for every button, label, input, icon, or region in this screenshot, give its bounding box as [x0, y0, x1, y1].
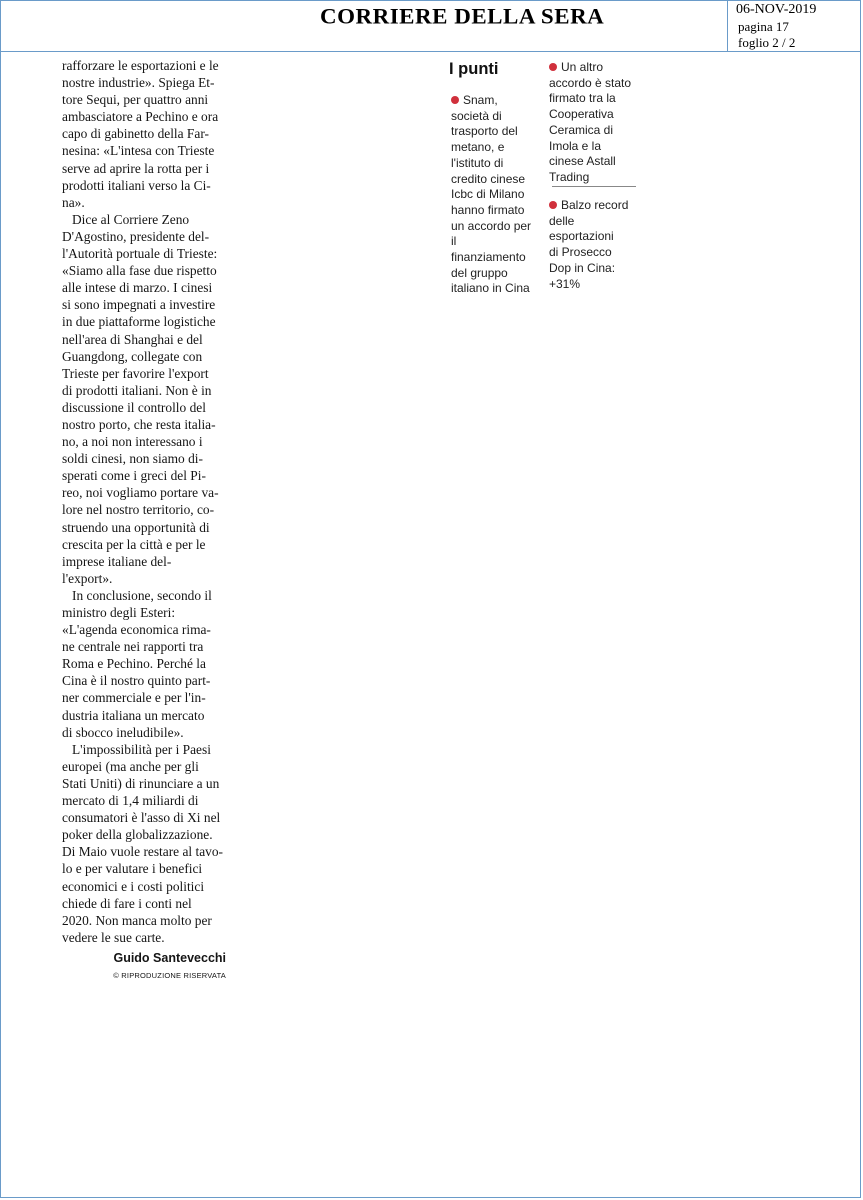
article-line: reo, noi vogliamo portare va- — [62, 485, 219, 501]
article-line: serve ad aprire la rotta per i — [62, 160, 210, 176]
article-line: «Siamo alla fase due rispetto — [62, 263, 217, 279]
article-line: Di Maio vuole restare al tavo- — [62, 844, 224, 860]
article-line: nostro porto, che resta italia- — [62, 416, 216, 432]
article-line: nesina: «L'intesa con Trieste — [62, 143, 215, 159]
article-line: in due piattaforme logistiche — [62, 314, 216, 330]
key-point-text: Snam, — [463, 93, 498, 107]
article-line: chiede di fare i conti nel — [62, 895, 192, 911]
clipping-date: 06-NOV-2019 — [736, 2, 817, 17]
article-line: In conclusione, secondo il — [72, 587, 212, 603]
key-point-line: italiano in Cina — [451, 281, 530, 296]
key-point-line: l'istituto di — [451, 155, 504, 170]
article-line: tore Sequi, per quattro anni — [62, 92, 209, 108]
bullet-dot-icon — [549, 63, 557, 71]
article-line: alle intese di marzo. I cinesi — [62, 280, 213, 296]
key-point-line: credito cinese — [451, 171, 526, 186]
key-point-line: del gruppo — [451, 265, 508, 280]
article-line: lore nel nostro territorio, co- — [62, 502, 215, 518]
article-line: imprese italiane del- — [62, 553, 172, 569]
key-point-line: firmato tra la — [549, 91, 616, 106]
article-line: Roma e Pechino. Perché la — [62, 656, 206, 672]
key-point-line: Trading — [549, 169, 590, 184]
article-line: capo di gabinetto della Far- — [62, 126, 209, 142]
article-line: mercato di 1,4 miliardi di — [62, 793, 199, 809]
article-line: ne centrale nei rapporti tra — [62, 639, 204, 655]
article-line: sperati come i greci del Pi- — [62, 468, 206, 484]
article-line: nostre industrie». Spiega Et- — [62, 75, 215, 91]
key-point-line: Imola e la — [549, 138, 602, 153]
key-point-line: metano, e — [451, 140, 505, 155]
article-line: ambasciatore a Pechino e ora — [62, 109, 219, 125]
article-line: struendo una opportunità di — [62, 519, 210, 535]
key-point-line — [451, 93, 531, 109]
key-point-line: hanno firmato — [451, 202, 525, 217]
article-line: vedere le sue carte. — [62, 929, 165, 945]
article-line: Guangdong, collegate con — [62, 348, 203, 364]
article-line: discussione il controllo del — [62, 399, 206, 415]
key-point-line: trasporto del — [451, 124, 518, 139]
article-body — [62, 57, 226, 946]
article-line: «L'agenda economica rima- — [62, 622, 211, 638]
key-point-line: +31% — [549, 276, 581, 291]
key-point-3 — [549, 198, 628, 292]
article-line: consumatori è l'asso di Xi nel — [62, 810, 221, 826]
article-line: l'Autorità portuale di Trieste: — [62, 246, 218, 262]
key-point-line: un accordo per — [451, 218, 532, 233]
article-line: crescita per la città e per le — [62, 536, 206, 552]
sheet-number: foglio 2 / 2 — [738, 35, 796, 50]
key-point-line: cinese Astall — [549, 154, 616, 169]
article-line: Cina è il nostro quinto part- — [62, 673, 211, 689]
article-line: l'export». — [62, 570, 113, 586]
key-point-1 — [451, 93, 531, 297]
byline: Guido Santevecchi — [113, 950, 226, 965]
key-point-text: Balzo record — [561, 198, 629, 212]
key-point-line: Dop in Cina: — [549, 260, 616, 275]
bullet-dot-icon — [549, 201, 557, 209]
clipping-header — [0, 0, 861, 52]
key-point-line — [549, 60, 631, 76]
article-line: soldi cinesi, non siamo di- — [62, 451, 203, 467]
article-line: dustria italiana un mercato — [62, 707, 205, 723]
article-line: si sono impegnati a investire — [62, 297, 216, 313]
key-point-line: Cooperativa — [549, 107, 614, 122]
article-line: no, a noi non interessano i — [62, 434, 203, 450]
key-point-line: Ceramica di — [549, 122, 614, 137]
article-line: 2020. Non manca molto per — [62, 912, 212, 928]
key-point-text: Un altro — [561, 60, 604, 74]
article-line: poker della globalizzazione. — [62, 827, 213, 843]
article-line: nell'area di Shanghai e del — [62, 331, 203, 347]
article-line: ministro degli Esteri: — [62, 605, 176, 620]
article-line: D'Agostino, presidente del- — [62, 228, 210, 244]
article-line: na». — [62, 194, 85, 210]
article-line: rafforzare le esportazioni e le — [62, 58, 219, 73]
article-line: prodotti italiani verso la Ci- — [62, 177, 211, 193]
key-point-2 — [549, 60, 631, 186]
article-column — [62, 57, 226, 984]
article-line: ner commerciale e per l'in- — [62, 690, 206, 706]
meta-box — [727, 0, 861, 52]
key-point-line: esportazioni — [549, 229, 614, 244]
page-number: pagina 17 — [738, 19, 789, 34]
key-point-line: di Prosecco — [549, 245, 612, 260]
masthead: CORRIERE DELLA SERA — [320, 4, 605, 29]
article-line: Stati Uniti) di rinunciare a un — [62, 775, 220, 791]
key-point-line: società di — [451, 108, 502, 123]
key-point-line: Icbc di Milano — [451, 187, 525, 202]
key-point-line: delle — [549, 213, 575, 228]
key-point-line — [549, 198, 628, 214]
article-line: europei (ma anche per gli — [62, 758, 199, 774]
bullet-dot-icon — [451, 96, 459, 104]
key-point-line: finanziamento — [451, 250, 526, 265]
article-line: di prodotti italiani. Non è in — [62, 382, 212, 398]
key-point-line: accordo è stato — [549, 75, 632, 90]
article-line: Trieste per favorire l'export — [62, 365, 209, 381]
article-line: Dice al Corriere Zeno — [72, 211, 190, 227]
article-line: lo e per valutare i benefici — [62, 861, 203, 877]
rights-notice: © RIPRODUZIONE RISERVATA — [113, 970, 226, 980]
divider-rule — [552, 186, 636, 187]
article-line: economici e i costi politici — [62, 878, 205, 894]
article-line: di sbocco ineludibile». — [62, 724, 184, 740]
key-points-title: I punti — [449, 60, 499, 78]
key-point-line: il — [451, 234, 457, 249]
article-line: L'impossibilità per i Paesi — [72, 741, 211, 757]
